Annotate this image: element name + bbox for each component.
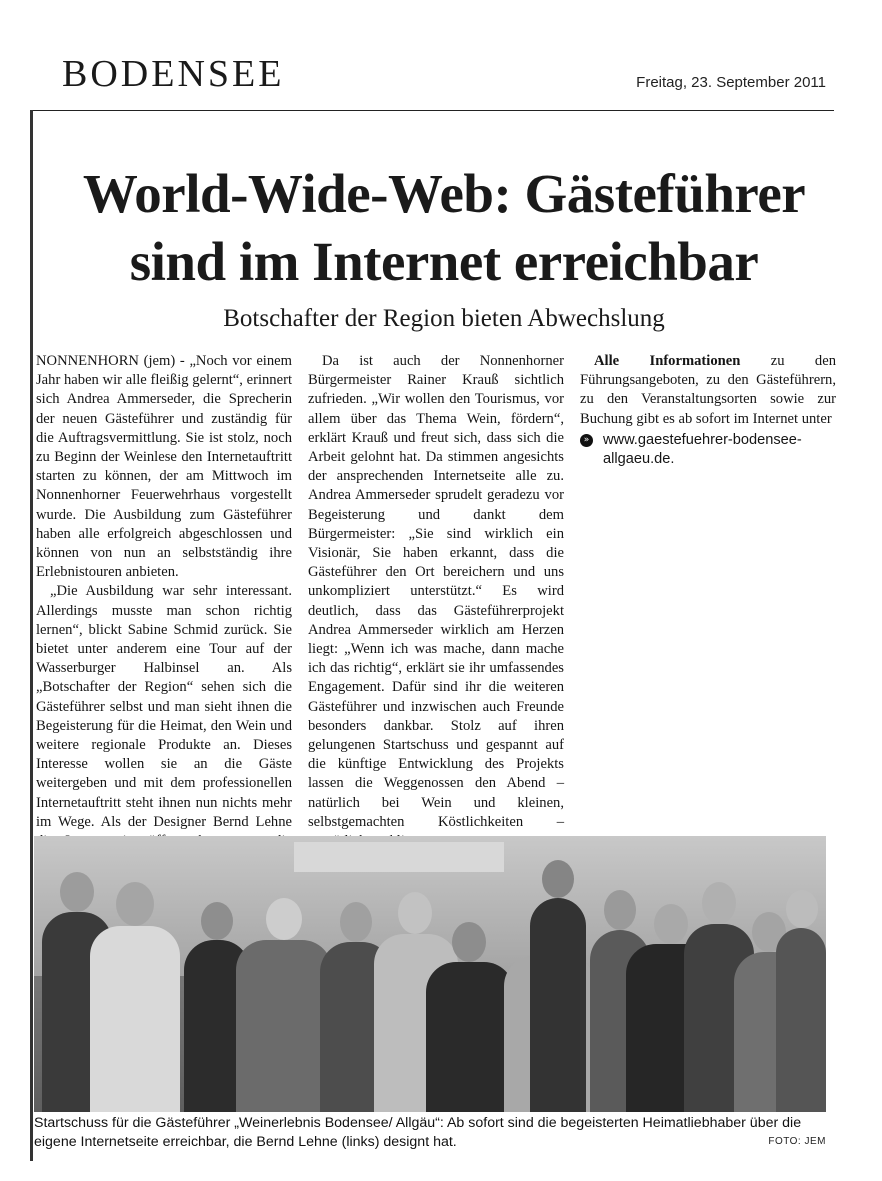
photo-person bbox=[776, 890, 826, 1112]
issue-date: Freitag, 23. September 2011 bbox=[636, 74, 826, 91]
subheadline: Botschafter der Region bieten Abwechslung bbox=[223, 305, 665, 332]
page-margin-rule bbox=[30, 110, 33, 1161]
photo-background-board bbox=[294, 842, 504, 872]
paragraph-3: Da ist auch der Nonnenhorner Bürgermeister Rainer Krauß sichtlich zufrieden. „Wir wollen den Tourismus, vor allem über das Thema Wein, fördern“, erklärt Krauß und freut sich, dass sich die Arbeit gelohnt hat. Da stimmen angesichts der ansprechenden Internetseite alle zu. Andrea Ammerseder sprudelt geradezu vor Begeisterung und dankt dem Bürgermeister: „Sie sind wirklich ein Visionär, Sie haben erkannt, dass die Gästeführer den Ort bereichern und uns unkompliziert unterstützt.“ Es wird deutlich, dass das Gästeführerprojekt Andrea Ammerseder wirklich am Herzen liegt: „Wenn ich was mache, dann mache ich das richtig“, erklärt sie ihr umfassendes Engagement. Dafür sind ihr die weiteren Gästeführer und inzwischen auch Freunde besonders dankbar. Stolz auf ihren gelungenen Startschuss und gespannt auf die künftige Entwicklung des Projekts lassen die Weggenossen den Abend – natürlich bei Wein und kleinen, selbstgemachten Köstlichkeiten – bbox=[308, 353, 564, 830]
article-column-1 bbox=[36, 352, 292, 830]
website-url[interactable]: www.gaestefuehrer-bodensee-allgaeu.de. bbox=[603, 431, 802, 468]
photo-person bbox=[530, 860, 586, 1112]
arrow-icon: » bbox=[580, 434, 593, 447]
info-lead: Alle Informationen bbox=[594, 353, 741, 369]
dateline: NONNENHORN (jem) - bbox=[36, 353, 185, 369]
paragraph-2: „Die Ausbildung war sehr interessant. Allerdings musste man schon richtig lernen“, blickt Sabine Schmid zurück. Sie bietet unter anderem eine Tour auf der Wasserburger Halbinsel an. Als „Botschafter der Region“ sehen sich die Gästeführer selbst und man sieht ihnen die Begeisterung für die Heimat, den Wein und weitere regionale Produkte an. Dieses Interesse wollen sie an die Gäste weitergeben und mit dem professionellen Internetauftritt steht ihnen nun nichts mehr im Wege. Als der Designer Bernd Lehne bbox=[36, 583, 292, 830]
section-name: BODENSEE bbox=[62, 53, 285, 95]
header-rule bbox=[30, 110, 834, 111]
paragraph-1: NONNENHORN (jem) - „Noch vor einem Jahr haben wir alle fleißig gelernt“, erinnert sich Andrea Ammerseder, die Sprecherin der neuen Gästeführer und zuständig für die Auftragsvermittlung. Sie ist stolz, noch zu Beginn der Weinlese den Internetauftritt starten zu können, der am Mittwoch im Nonnenhorner Feuerwehrhaus vorgestellt wurde. Die Ausbildung zum Gästeführer haben alle erfolgreich abgeschlossen und können von nun an selbstständig ihre Erlebnistouren anbieten. bbox=[36, 353, 292, 581]
article-body bbox=[36, 352, 836, 830]
info-text: zu den Führungsangeboten, zu den Gästeführern, zu den Veranstaltungsorten sowie zur Buchung gibt es ab sofort im Internet unter bbox=[580, 353, 836, 427]
headline: World-Wide-Web: Gästeführer sind im Internet erreichbar bbox=[82, 163, 806, 292]
website-link[interactable] bbox=[580, 431, 836, 469]
photo-person bbox=[90, 882, 180, 1112]
photo-person bbox=[236, 898, 332, 1112]
article-column-2 bbox=[308, 352, 564, 830]
group-photo bbox=[34, 836, 826, 1112]
photo-credit: FOTO: JEM bbox=[768, 1136, 826, 1147]
photo-person bbox=[426, 922, 514, 1112]
paragraph-info bbox=[580, 352, 836, 429]
article-column-3 bbox=[580, 352, 836, 822]
photo-caption: Startschuss für die Gästeführer „Weinerlebnis Bodensee/ Allgäu“: Ab sofort sind die begeisterten Heimatliebhaber über die eigene Internetseite erreichbar, die Bernd Lehne (links) designt hat. bbox=[34, 1115, 802, 1150]
